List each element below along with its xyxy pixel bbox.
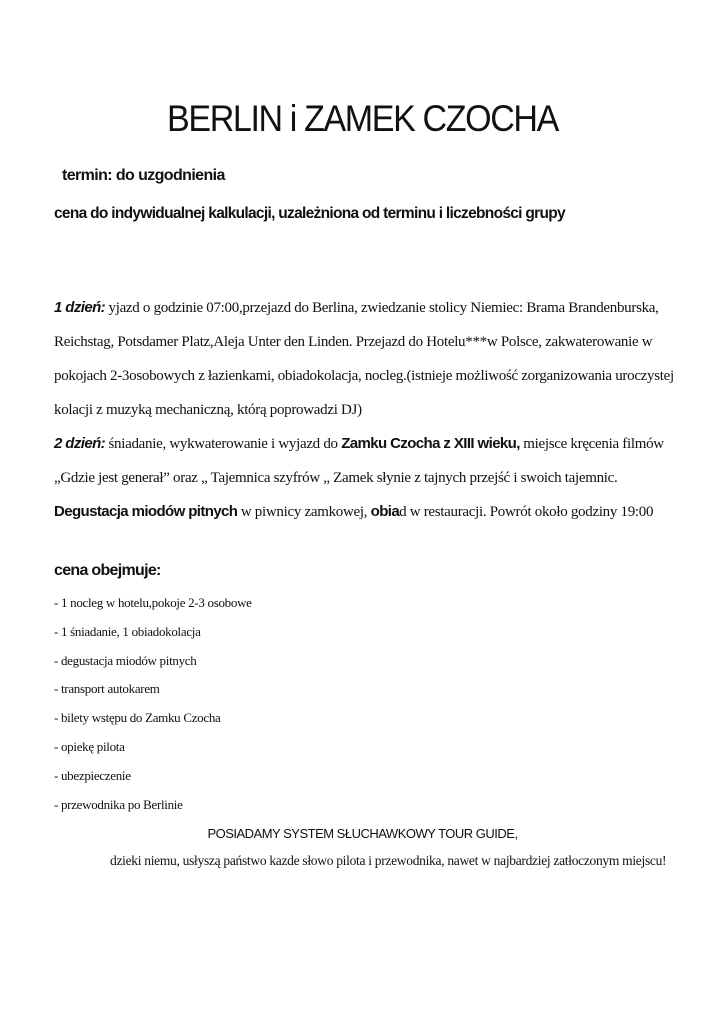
day2-bold-castle: Zamku Czocha z XIII wieku, — [341, 435, 520, 452]
includes-heading: cena obejmuje: — [54, 562, 161, 579]
list-item: - bilety wstępu do Zamku Czocha — [54, 710, 221, 726]
day2-text-d: d w restauracji. Powrót około godziny 19:00 — [399, 504, 654, 520]
day2-label: 2 dzień: — [54, 435, 106, 452]
day2-bold-obia: obia — [370, 503, 400, 520]
day1-text: yjazd o godzinie 07:00,przejazd do Berlina, zwiedzanie stolicy Niemiec: Brama Brandenburska, Reichstag, Potsdamer Platz,Aleja Unter den Linden. Przejazd do Hotelu***w Polsce, zakwaterowanie w pokojach 2-3osobowych z łazienkami, obiadokolacja, nocleg.(istnieje możliwość zorganizowania uroczystej kolacji z muzyką mechaniczną, którą poprowadzi DJ) — [54, 300, 674, 418]
day1-label: 1 dzień: — [54, 299, 106, 316]
day2-text-a: śniadanie, wykwaterowanie i wyjazd do — [105, 436, 342, 452]
day2-text-b: miejsce kręcenia filmów „Gdzie jest generał” oraz „ Tajemnica szyfrów „ Zamek słynie z tajnych przejść i swoich tajemnic. — [54, 436, 664, 486]
day2-paragraph — [54, 427, 694, 529]
termin-line: termin: do uzgodnienia — [62, 167, 225, 184]
price-info-line: cena do indywidualnej kalkulacji, uzależniona od terminu i liczebności grupy — [54, 205, 565, 222]
list-item: - transport autokarem — [54, 681, 160, 697]
list-item: - 1 śniadanie, 1 obiadokolacja — [54, 623, 201, 639]
day1-paragraph — [54, 291, 694, 427]
day2-bold-mead: Degustacja miodów pitnych — [54, 503, 238, 520]
tour-guide-note: dzieki niemu, usłyszą państwo kazde słowo pilota i przewodnika, nawet w najbardziej zatłoczonym miejscu! — [110, 853, 667, 868]
page-title: BERLIN i ZAMEK CZOCHA — [167, 98, 558, 139]
includes-list — [54, 594, 252, 824]
day2-text-c: w piwnicy zamkowej, — [237, 504, 371, 520]
list-item: - 1 nocleg w hotelu,pokoje 2-3 osobowe — [54, 595, 252, 610]
tour-guide-system-line: POSIADAMY SYSTEM SŁUCHAWKOWY TOUR GUIDE, — [207, 826, 518, 841]
list-item: - degustacja miodów pitnych — [54, 652, 197, 668]
list-item: - ubezpieczenie — [54, 767, 131, 783]
list-item: - opiekę pilota — [54, 738, 125, 754]
list-item: - przewodnika po Berlinie — [54, 796, 183, 812]
